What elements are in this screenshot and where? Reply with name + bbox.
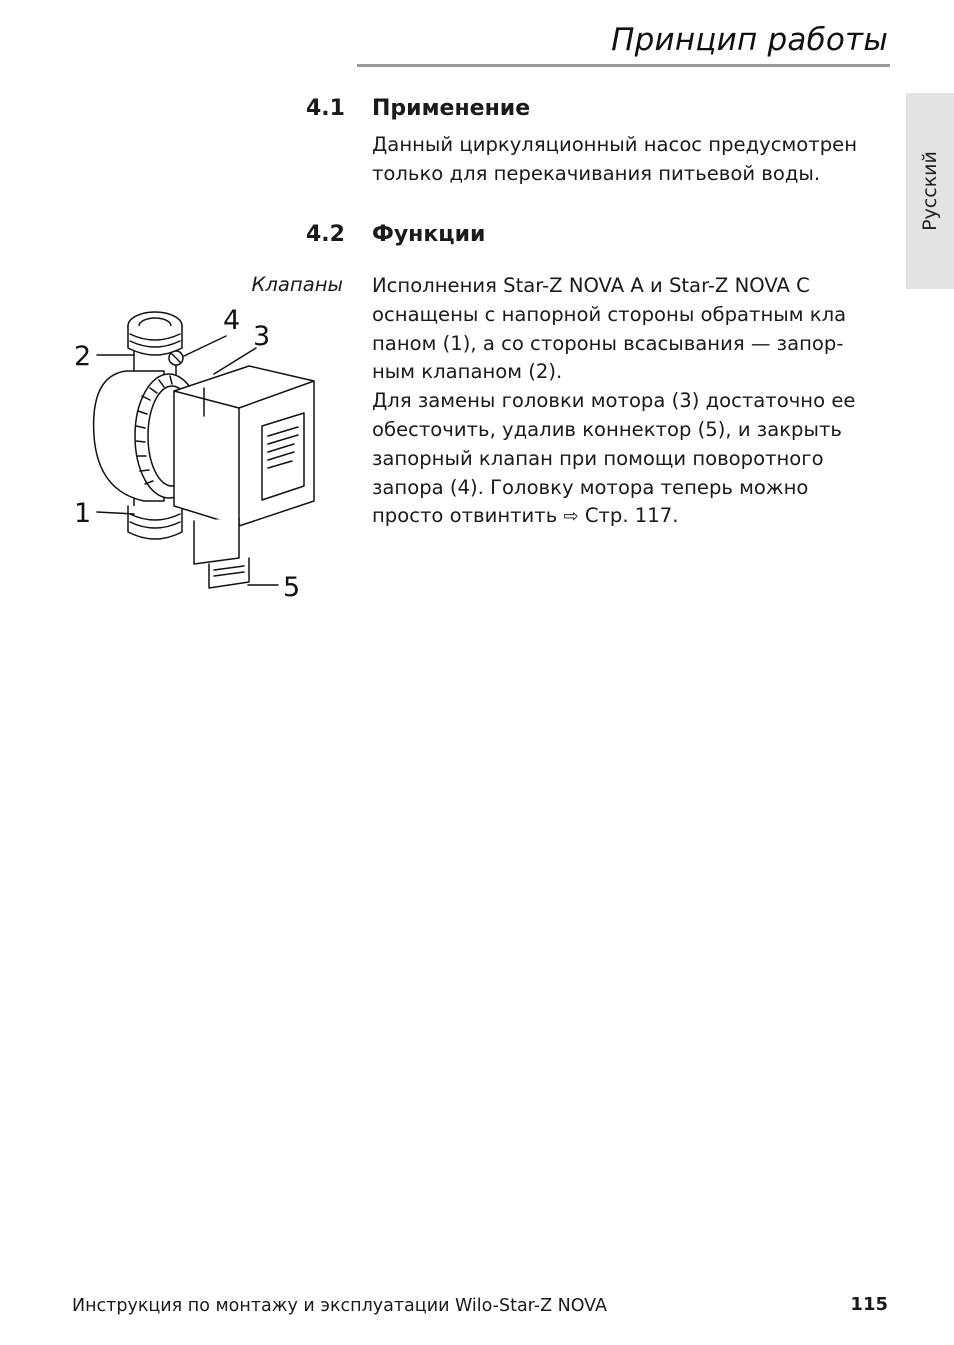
callout-4-leader (184, 336, 226, 356)
language-tab (906, 93, 954, 289)
text-line: обесточить, удалив коннектор (5), и закрыть (372, 417, 842, 441)
callout-1: 1 (74, 498, 92, 529)
callout-2: 2 (74, 341, 92, 372)
page-header-title: Принцип работы (611, 22, 888, 58)
callout-5: 5 (283, 572, 301, 603)
footer-page-number: 115 (850, 1294, 888, 1315)
pump-illustration (64, 296, 324, 608)
section-number-4-1: 4.1 (306, 96, 345, 121)
text-line: паном (1), а со стороны всасывания — запор- (372, 331, 844, 355)
text-line: Данный циркуляционный насос предусмотрен (372, 133, 858, 156)
section-4-1-text (372, 131, 897, 189)
section-title-application: Применение (372, 96, 531, 121)
text-line: запора (4). Головку мотора теперь можно (372, 475, 809, 499)
callout-4: 4 (223, 305, 241, 336)
arrow-right-icon: ⇨ (563, 506, 579, 528)
language-tab-label: Русский (919, 151, 941, 231)
text-line: Для замены головки мотора (3) достаточно ее (372, 389, 856, 413)
text-line: только для перекачивания питьевой воды. (372, 161, 821, 185)
text-line: ным клапаном (2). (372, 360, 563, 384)
text-line: Исполнения Star-Z NOVA A и Star-Z NOVA C (372, 274, 810, 297)
side-label-valves: Клапаны (251, 273, 343, 296)
text-line-with-reference (372, 502, 897, 532)
text-line: оснащены с напорной стороны обратным кла (372, 302, 847, 326)
section-number-4-2: 4.2 (306, 222, 345, 247)
header-divider (357, 64, 890, 67)
footer-document-title: Инструкция по монтажу и эксплуатации Wilo-Star-Z NOVA (72, 1296, 608, 1316)
section-4-2-text (372, 272, 897, 532)
callout-3: 3 (253, 321, 271, 352)
text-fragment: просто отвинтить (372, 504, 558, 528)
page-reference-link[interactable]: Стр. 117. (584, 504, 679, 528)
connector-plug (209, 558, 249, 588)
text-line: запорный клапан при помощи поворотного (372, 446, 824, 470)
section-title-functions: Функции (372, 222, 486, 247)
connector-housing (194, 518, 239, 564)
motor-head (174, 366, 314, 526)
